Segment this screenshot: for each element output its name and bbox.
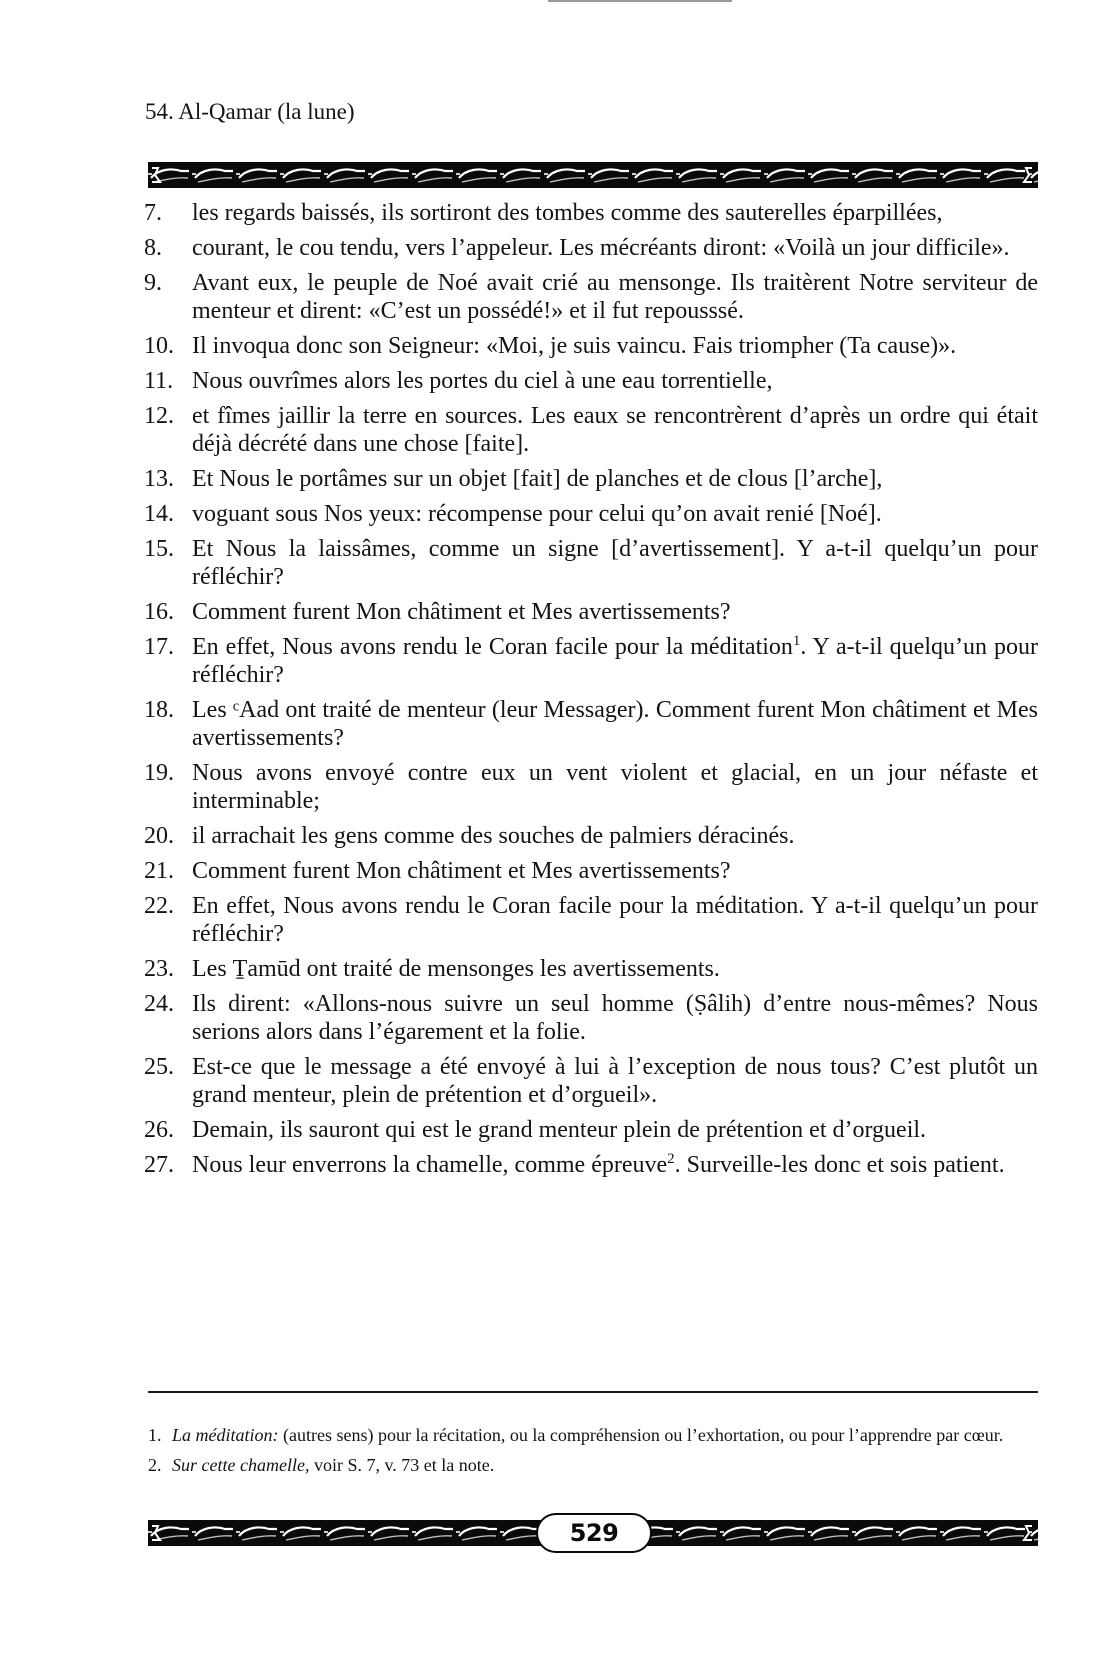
verse-text: Comment furent Mon châtiment et Mes avertissements? [192,858,731,884]
verse-number: 8. [144,235,162,261]
footnote-term: Sur cette chamelle, [172,1455,310,1475]
verse-22 [144,892,1038,948]
verse-text: il arrachait les gens comme des souches de palmiers déracinés. [192,823,795,849]
verse-text-part: . Surveille-les donc et sois patient. [674,1152,1005,1178]
verse-27 [144,1151,1038,1179]
verse-number: 10. [144,333,174,359]
footnote-2 [148,1454,1038,1477]
verse-15 [144,535,1038,591]
verse-text: Comment furent Mon châtiment et Mes avertissements? [192,599,731,625]
verse-number: 9. [144,270,162,296]
verse-text [192,634,1038,688]
verse-text: et fîmes jaillir la terre en sources. Les eaux se rencontrèrent d’après un ordre qui était déjà décrété dans une chose [faite]. [192,403,1038,457]
footnote-divider [148,1391,1038,1393]
footnote-ref-1: 1 [792,633,801,649]
verse-number: 27. [144,1152,174,1178]
verse-text: Et Nous le portâmes sur un objet [fait] de planches et de clous [l’arche], [192,466,883,492]
footnote-text: voir S. 7, v. 73 et la note. [309,1455,495,1475]
verse-20 [144,822,1038,850]
verse-text: Nous avons envoyé contre eux un vent violent et glacial, en un jour néfaste et interminable; [192,760,1038,814]
verse-text: Les Ṯamūd ont traité de mensonges les avertissements. [192,956,720,982]
verse-text: Ils dirent: «Allons-nous suivre un seul homme (Ṣâlih) d’entre nous-mêmes? Nous serions alors dans l’égarement et la folie. [192,991,1038,1045]
verse-text-part: Nous leur enverrons la chamelle, comme épreuve [192,1152,668,1178]
verse-number: 13. [144,466,174,492]
verse-number: 23. [144,956,174,982]
verse-7 [144,199,1038,227]
page-number: 529 [536,1513,652,1553]
verse-text: courant, le cou tendu, vers l’appeleur. Les mécréants diront: «Voilà un jour difficile». [192,235,1010,261]
verse-number: 26. [144,1117,174,1143]
verse-number: 17. [144,634,174,660]
verse-number: 22. [144,893,174,919]
verse-25 [144,1053,1038,1109]
verse-text: Nous ouvrîmes alors les portes du ciel à une eau torrentielle, [192,368,773,394]
footnote-term: La méditation: [172,1425,279,1445]
verse-number: 19. [144,760,174,786]
ornament-band-top [148,162,1038,188]
verse-number: 20. [144,823,174,849]
verse-13 [144,465,1038,493]
verse-text: Les ᶜAad ont traité de menteur (leur Messager). Comment furent Mon châtiment et Mes avertissements? [192,697,1038,751]
verse-number: 16. [144,599,174,625]
verse-text: Demain, ils sauront qui est le grand menteur plein de prétention et d’orgueil. [192,1117,927,1143]
ornament-pattern [148,162,1038,188]
verse-text: Il invoqua donc son Seigneur: «Moi, je suis vaincu. Fais triompher (Ta cause)». [192,333,957,359]
verse-9 [144,269,1038,325]
verse-number: 7. [144,200,162,226]
verse-number: 18. [144,697,174,723]
verse-11 [144,367,1038,395]
footnote-1 [148,1424,1038,1447]
footnote-text: (autres sens) pour la récitation, ou la compréhension ou l’exhortation, ou pour l’apprendre par cœur. [278,1425,1004,1445]
verse-text: Et Nous la laissâmes, comme un signe [d’avertissement]. Y a-t-il quelqu’un pour réfléchir? [192,536,1038,590]
verse-10 [144,332,1038,360]
running-head: 54. Al-Qamar (la lune) [145,99,355,124]
footnote-number: 1. [148,1425,162,1445]
verse-16 [144,598,1038,626]
footnotes [148,1424,1038,1484]
verse-number: 21. [144,858,174,884]
verse-text-part: En effet, Nous avons rendu le Coran facile pour la méditation [192,634,793,660]
verse-23 [144,955,1038,983]
verse-text-part: . Y a-t-il quelqu’un pour réfléchir? [192,634,1038,688]
footnote-number: 2. [148,1455,162,1475]
verse-26 [144,1116,1038,1144]
verse-text: En effet, Nous avons rendu le Coran facile pour la méditation. Y a-t-il quelqu’un pour réfléchir? [192,893,1038,947]
verse-number: 24. [144,991,174,1017]
verse-number: 25. [144,1054,174,1080]
top-rule [548,0,732,2]
verse-number: 12. [144,403,174,429]
verse-14 [144,500,1038,528]
verse-24 [144,990,1038,1046]
verse-text: Est-ce que le message a été envoyé à lui à l’exception de nous tous? C’est plutôt un grand menteur, plein de prétention et d’orgueil». [192,1054,1038,1108]
verse-text: Avant eux, le peuple de Noé avait crié au mensonge. Ils traitèrent Notre serviteur de menteur et dirent: «C’est un possédé!» et il fut repousssé. [192,270,1038,324]
verse-list [144,199,1038,1186]
verse-21 [144,857,1038,885]
verse-text: voguant sous Nos yeux: récompense pour celui qu’on avait renié [Noé]. [192,501,882,527]
verse-19 [144,759,1038,815]
verse-number: 15. [144,536,174,562]
verse-17 [144,633,1038,689]
verse-18 [144,696,1038,752]
verse-12 [144,402,1038,458]
verse-text: les regards baissés, ils sortiront des tombes comme des sauterelles éparpillées, [192,200,943,226]
verse-text [192,1152,1005,1178]
footnote-ref-2: 2 [667,1151,675,1167]
verse-number: 11. [144,368,174,394]
verse-number: 14. [144,501,174,527]
verse-8 [144,234,1038,262]
